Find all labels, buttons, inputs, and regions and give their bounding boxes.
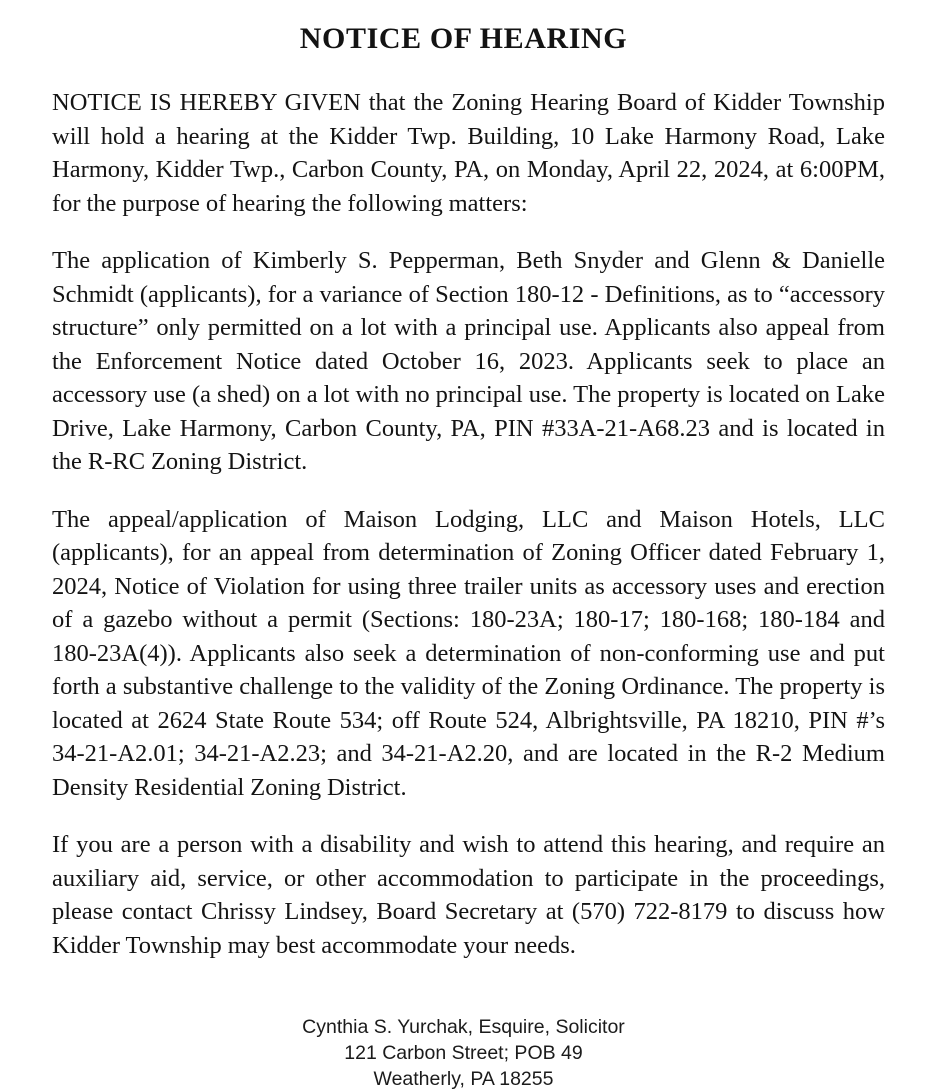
paragraph-accessibility-notice: If you are a person with a disability and wish to attend this hearing, and require an auxiliary aid, service, or other accommodation to participate in the proceedings, please contact Chrissy Lindsey, Board Secretary at (570) 722-8179 to discuss how Kidder Township may best accommodate your needs.: [52, 831, 885, 959]
paragraph-hearing-notice: NOTICE IS HEREBY GIVEN that the Zoning Hearing Board of Kidder Township will hold a hearing at the Kidder Twp. Building, 10 Lake Harmony Road, Lake Harmony, Kidder Twp., Carbon County, PA, on Monday, April 22, 2024, at 6:00PM, for the purpose of hearing the following matters:: [52, 89, 885, 217]
solicitor-address: 121 Carbon Street; POB 49: [344, 1042, 583, 1064]
paragraph-pepperman-application: The application of Kimberly S. Pepperman, Beth Snyder and Glenn & Danielle Schmidt (applicants), for a variance of Section 180-12 - Definitions, as to “accessory structure” only permitted on a lot with a principal use. Applicants also appeal from the Enforcement Notice dated October 16, 2023. Applicants seek to place an accessory use (a shed) on a lot with no principal use. The property is located on Lake Drive, Lake Harmony, Carbon County, PA, PIN #33A-21-A68.23 and is located in the R-RC Zoning District.: [52, 247, 885, 475]
document-body: [0, 86, 927, 962]
paragraph-maison-appeal: The appeal/application of Maison Lodging, LLC and Maison Hotels, LLC (applicants), for an appeal from determination of Zoning Officer dated February 1, 2024, Notice of Violation for using three trailer units as accessory uses and erection of a gazebo without a permit (Sections: 180-23A; 180-17; 180-168; 180-184 and 180-23A(4)). Applicants also seek a determination of non-conforming use and put forth a substantive challenge to the validity of the Zoning Ordinance. The property is located at 2624 State Route 534; off Route 524, Albrightsville, PA 18210, PIN #’s 34-21-A2.01; 34-21-A2.23; and 34-21-A2.20, and are located in the R-2 Medium Density Residential Zoning District.: [52, 505, 885, 801]
solicitor-city-state-zip: Weatherly, PA 18255: [373, 1068, 554, 1090]
page-title: NOTICE OF HEARING: [299, 22, 628, 55]
signature-block: [0, 1014, 927, 1092]
solicitor-name-title: Cynthia S. Yurchak, Esquire, Solicitor: [302, 1016, 625, 1038]
